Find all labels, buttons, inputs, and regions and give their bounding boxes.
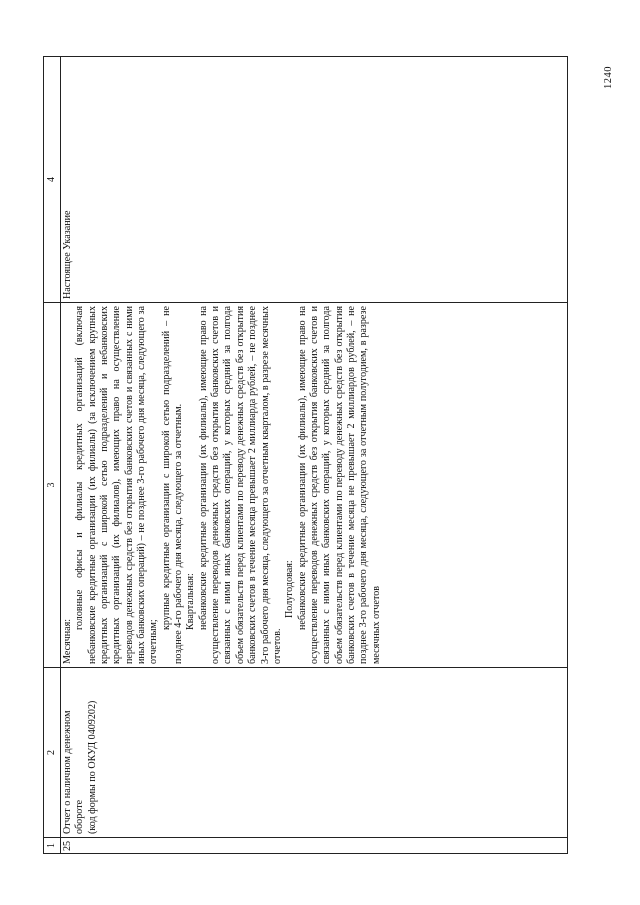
periodicity-semiannual-heading: Полугодовая: [284, 560, 296, 618]
reporting-periodicity-cell [60, 302, 567, 667]
periodicity-paragraph: небанковские кредитные организации (их филиалы), имеющие право на осуществление переводов денежных средств без открытия банковских счетов и связанных с ними иных банковских операций, у которых средний за полгода объем обязательств перед клиентами по переводу денежных средств без открытия банковских счетов в течение месяца превышает 2 миллиарда рублей, – не позднее 3-го рабочего дня месяца, следующего за отчетным кварталом, в разрезе месячных отчетов. [197, 306, 283, 664]
periodicity-quarterly-heading: Квартальная: [185, 573, 197, 630]
report-name-line: обороте [74, 799, 86, 834]
report-name-line: Отчет о наличном денежном [62, 710, 73, 834]
rotated-page-content [43, 56, 568, 854]
reporting-forms-table [43, 56, 568, 854]
periodicity-paragraph: крупные кредитные организации с широкой сетью подразделений – не позднее 4-го рабочего дня месяца, следующего за отчетным. [160, 306, 185, 664]
periodicity-monthly-heading: Месячная: [62, 618, 73, 664]
column-header-1: 1 [44, 837, 60, 853]
page-number: 1240 [603, 66, 614, 89]
periodicity-paragraph: головные офисы и филиалы кредитных организаций (включая небанковские кредитные организации (их филиалы) (за исключением крупных кредитных организаций с широкой сетью подразделений и небанковских кредитных организаций (их филиалов), имеющих право на осуществление переводов денежных средств без открытия банковских счетов и связанных с ними иных банковских операций) – не позднее 3-го рабочего дня месяца, следующего за отчетным; [74, 306, 160, 664]
row-number: 25 [60, 837, 567, 853]
table-header-row [44, 57, 61, 853]
periodicity-paragraph: небанковские кредитные организации (их филиалы), имеющие право на осуществление переводов денежных средств без открытия банковских счетов и связанных с ними иных банковских операций, у которых средний за полгода объем обязательств перед клиентами по переводу денежных средств без открытия банковских счетов в течение месяца не превышает 2 миллиардов рублей, – не позднее 3-го рабочего дня месяца, следующего за отчетным полугодием, в разрезе месячных отчетов [296, 306, 382, 664]
legal-basis-cell: Настоящее Указание [62, 210, 73, 299]
column-header-4: 4 [46, 177, 57, 182]
table-row [60, 57, 567, 853]
report-form-code: (код формы по ОКУД 0409202) [86, 700, 98, 834]
column-header-3: 3 [44, 302, 60, 667]
report-name-cell [60, 667, 567, 837]
column-header-2: 2 [44, 667, 60, 837]
